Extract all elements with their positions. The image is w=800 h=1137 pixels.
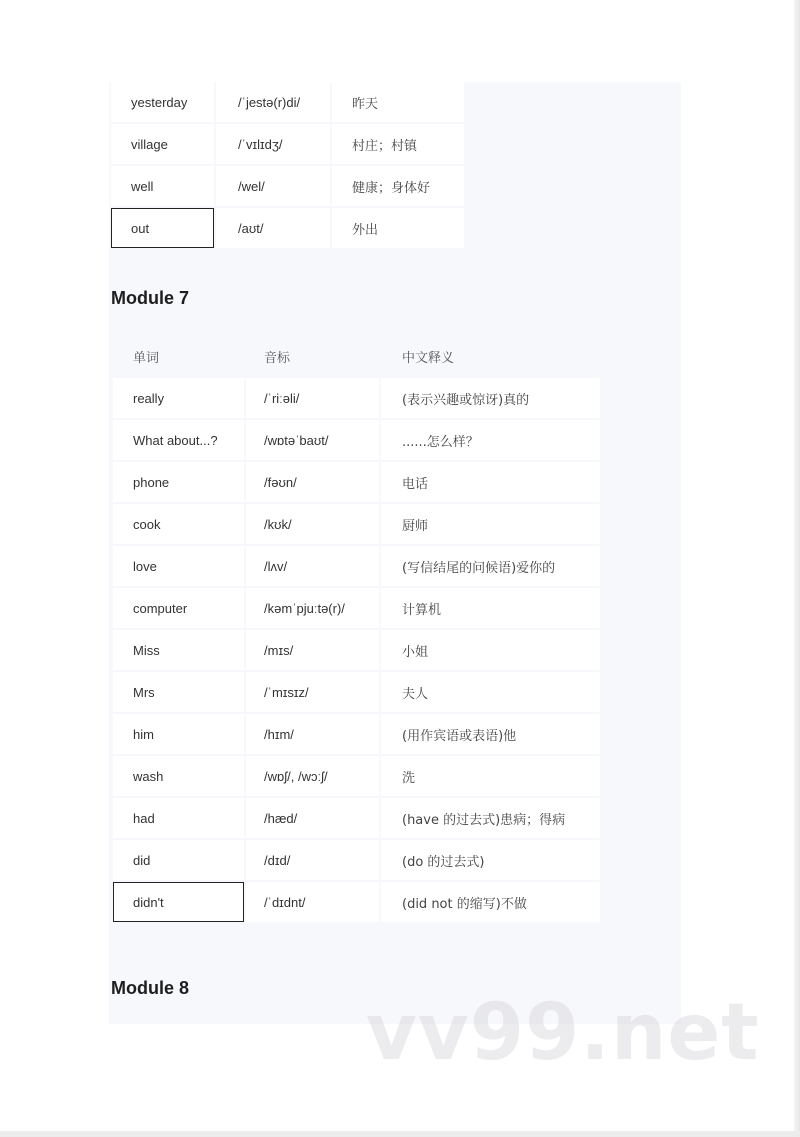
word-cell: What about...? — [113, 420, 244, 460]
word-cell: computer — [113, 588, 244, 628]
phonetic-cell: /kəmˈpjuːtə(r)/ — [246, 588, 379, 628]
meaning-cell: (写信结尾的问候语)爱你的 — [381, 546, 600, 586]
table-row — [111, 124, 464, 164]
document-content — [109, 82, 681, 1024]
table-row — [111, 208, 464, 248]
meaning-cell: (用作宾语或表语)他 — [381, 714, 600, 754]
table-row — [111, 166, 464, 206]
word-cell: did — [113, 840, 244, 880]
meaning-cell: 小姐 — [381, 630, 600, 670]
phonetic-cell: /ˈvɪlɪdʒ/ — [216, 124, 330, 164]
table-row — [113, 420, 600, 460]
word-cell: love — [113, 546, 244, 586]
phonetic-cell: /wɒʃ/, /wɔːʃ/ — [246, 756, 379, 796]
phonetic-cell: /aʊt/ — [216, 208, 330, 248]
phonetic-cell: /fəʊn/ — [246, 462, 379, 502]
meaning-cell: (did not 的缩写)不做 — [381, 882, 600, 922]
meaning-cell: (表示兴趣或惊讶)真的 — [381, 378, 600, 418]
table-row — [113, 504, 600, 544]
phonetic-cell: /lʌv/ — [246, 546, 379, 586]
module-7-heading: Module 7 — [111, 288, 190, 308]
phonetic-cell: /ˈriːəli/ — [246, 378, 379, 418]
meaning-cell: 夫人 — [381, 672, 600, 712]
word-cell: village — [111, 124, 214, 164]
module-8-heading: Module 8 — [111, 978, 190, 998]
word-cell: out — [111, 208, 214, 248]
table-row — [113, 378, 600, 418]
meaning-cell: 外出 — [332, 208, 464, 248]
word-cell: Miss — [113, 630, 244, 670]
watermark: vv99.net — [366, 988, 760, 1078]
phonetic-cell: /ˈjestə(r)di/ — [216, 82, 330, 122]
vocab-table-module6 — [109, 80, 466, 250]
table-row — [113, 546, 600, 586]
meaning-cell: (do 的过去式) — [381, 840, 600, 880]
table-header-row — [113, 336, 600, 376]
meaning-cell: 健康；身体好 — [332, 166, 464, 206]
vocab-table-module7 — [111, 334, 602, 924]
table-row — [113, 840, 600, 880]
word-cell: had — [113, 798, 244, 838]
table-row — [111, 82, 464, 122]
phonetic-cell: /hɪm/ — [246, 714, 379, 754]
meaning-cell: 厨师 — [381, 504, 600, 544]
phonetic-cell: /wɒtəˈbaʊt/ — [246, 420, 379, 460]
word-cell: phone — [113, 462, 244, 502]
word-cell: yesterday — [111, 82, 214, 122]
phonetic-cell: /wel/ — [216, 166, 330, 206]
word-cell: wash — [113, 756, 244, 796]
phonetic-cell: /dɪd/ — [246, 840, 379, 880]
word-cell: didn't — [113, 882, 244, 922]
table-row — [113, 798, 600, 838]
meaning-cell: 昨天 — [332, 82, 464, 122]
phonetic-cell: /ˈmɪsɪz/ — [246, 672, 379, 712]
meaning-cell: ......怎么样？ — [381, 420, 600, 460]
meaning-cell: 计算机 — [381, 588, 600, 628]
word-cell: really — [113, 378, 244, 418]
phonetic-cell: /ˈdɪdnt/ — [246, 882, 379, 922]
word-cell: cook — [113, 504, 244, 544]
page-edge — [794, 0, 800, 1137]
table-row — [113, 882, 600, 922]
table-row — [113, 588, 600, 628]
phonetic-cell: /hæd/ — [246, 798, 379, 838]
meaning-cell: 电话 — [381, 462, 600, 502]
page-bottom-edge — [0, 1131, 800, 1137]
word-cell: well — [111, 166, 214, 206]
meaning-cell: 洗 — [381, 756, 600, 796]
table-row — [113, 756, 600, 796]
table-row — [113, 672, 600, 712]
table-row — [113, 714, 600, 754]
table-row — [113, 630, 600, 670]
word-cell: Mrs — [113, 672, 244, 712]
word-cell: him — [113, 714, 244, 754]
phonetic-cell: /kʊk/ — [246, 504, 379, 544]
header-phonetic: 音标 — [264, 350, 291, 366]
meaning-cell: (have 的过去式)患病；得病 — [381, 798, 600, 838]
meaning-cell: 村庄；村镇 — [332, 124, 464, 164]
header-word: 单词 — [133, 350, 160, 366]
phonetic-cell: /mɪs/ — [246, 630, 379, 670]
table-row — [113, 462, 600, 502]
header-meaning: 中文释义 — [402, 350, 455, 366]
